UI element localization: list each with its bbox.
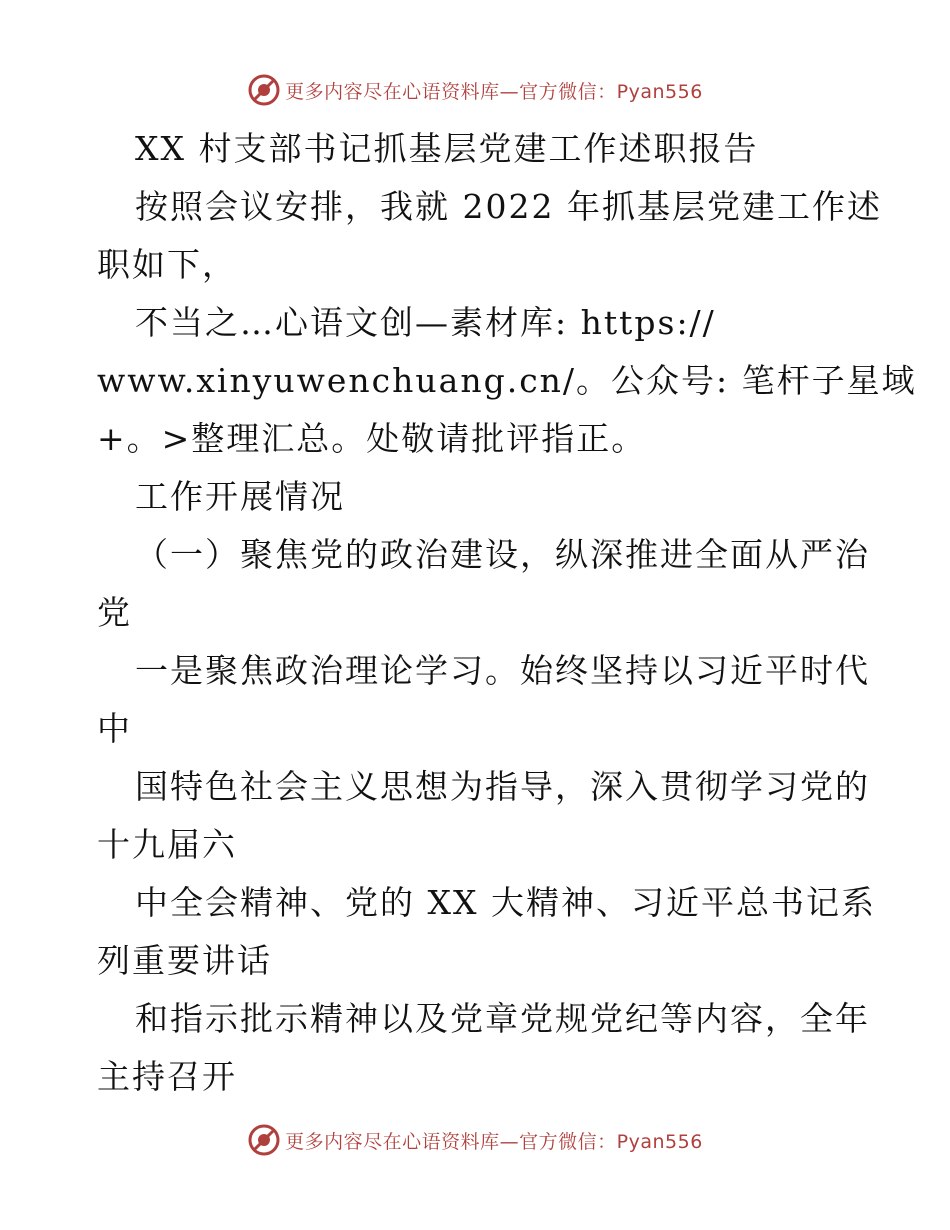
subsection-heading: （一）聚焦党的政治建设，纵深推进全面从严治: [135, 535, 870, 574]
document-body: [97, 120, 917, 1106]
header-banner-text: 更多内容尽在心语资料库—官方微信：Pyan556: [285, 80, 703, 103]
paragraph-line: 一是聚焦政治理论学习。始终坚持以习近平时代: [135, 651, 870, 690]
paragraph-line: +。>整理汇总。处敬请批评指正。: [97, 419, 647, 458]
seal-logo-icon: [247, 1123, 281, 1157]
footer-banner-text: 更多内容尽在心语资料库—官方微信：Pyan556: [285, 1130, 703, 1153]
paragraph-line: 中: [97, 709, 132, 748]
paragraph-line: 不当之…心语文创—素材库: https://: [135, 303, 716, 342]
paragraph-line: 国特色社会主义思想为指导，深入贯彻学习党的: [135, 767, 870, 806]
subsection-heading-cont: 党: [97, 593, 132, 632]
document-title: XX 村支部书记抓基层党建工作述职报告: [135, 129, 759, 168]
paragraph-line: 中全会精神、党的 XX 大精神、习近平总书记系: [135, 883, 876, 922]
paragraph-line: 列重要讲话: [97, 941, 272, 980]
header-banner: [0, 70, 950, 110]
section-heading: 工作开展情况: [135, 477, 345, 516]
paragraph-line: 按照会议安排，我就 2022 年抓基层党建工作述: [135, 187, 882, 226]
paragraph-line: www.xinyuwenchuang.cn/。公众号: 笔杆子星域: [97, 361, 917, 400]
paragraph-line: 十九届六: [97, 825, 237, 864]
paragraph-line: 职如下，: [97, 245, 237, 284]
paragraph-line: 和指示批示精神以及党章党规党纪等内容，全年: [135, 999, 870, 1038]
seal-logo-icon: [247, 73, 281, 107]
paragraph-line: 主持召开: [97, 1057, 237, 1096]
footer-banner: [0, 1120, 950, 1160]
